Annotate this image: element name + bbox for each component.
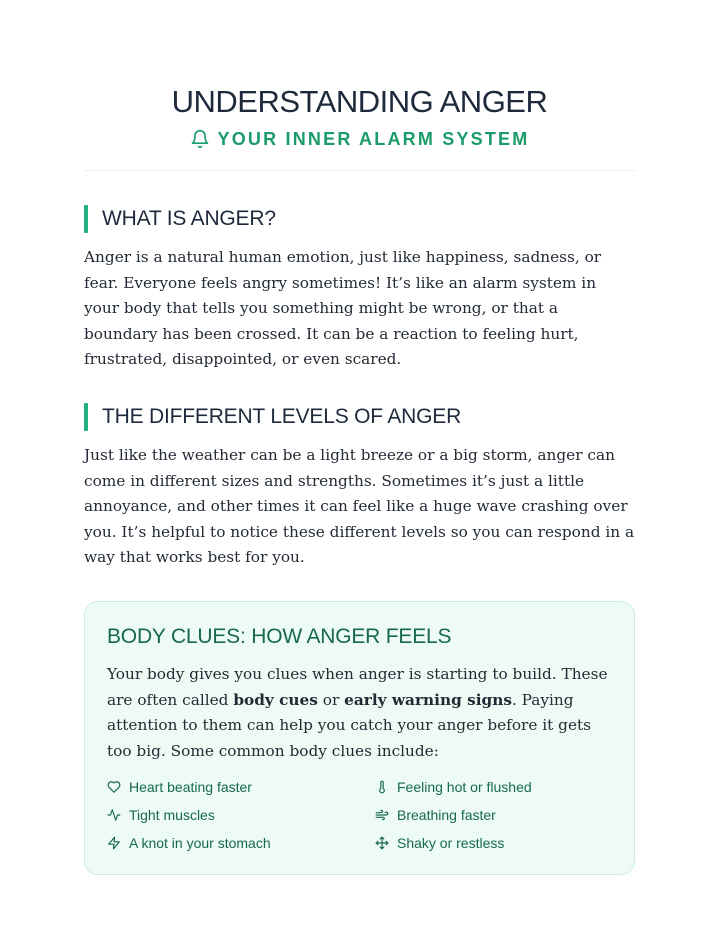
- subtitle: [84, 128, 635, 150]
- body-clues-card: [84, 601, 635, 875]
- clue-item: [107, 806, 375, 824]
- section-heading-what-is-anger: [84, 205, 635, 233]
- page: [84, 0, 635, 875]
- clue-item: [375, 806, 612, 824]
- heading-accent-bar: [84, 403, 88, 431]
- zap-icon: [107, 836, 121, 850]
- pulse-icon: [107, 808, 121, 822]
- section-body: Anger is a natural human emotion, just like happiness, sadness, or fear. Everyone feels angry sometimes! It’s like an alarm system in your body that tells you something might be wrong, or that a boundary has been crossed. It can be a reaction to feeling hurt, frustrated, disappointed, or even scared.: [84, 248, 602, 369]
- clue-label: Heart beating faster: [129, 779, 252, 796]
- clue-item: [107, 834, 375, 852]
- clue-item: [375, 778, 612, 796]
- section-title: WHAT IS ANGER?: [102, 207, 276, 230]
- clue-label: Breathing faster: [397, 807, 496, 824]
- clue-label: Shaky or restless: [397, 835, 505, 852]
- clue-label: A knot in your stomach: [129, 835, 271, 852]
- clue-item: [107, 778, 375, 796]
- move-icon: [375, 836, 389, 850]
- bell-icon: [190, 129, 210, 149]
- card-body-text: or: [317, 690, 345, 709]
- clue-label: Tight muscles: [129, 807, 215, 824]
- thermometer-icon: [375, 780, 389, 794]
- card-body-bold: early warning signs: [344, 690, 512, 709]
- clue-label: Feeling hot or flushed: [397, 779, 532, 796]
- card-body-text: Your body gives you clues when anger is starting to build. These are often called: [107, 664, 608, 709]
- divider: [84, 170, 635, 171]
- heading-accent-bar: [84, 205, 88, 233]
- section-heading-levels: [84, 403, 635, 431]
- header: [84, 0, 635, 150]
- wind-icon: [375, 808, 389, 822]
- card-title: BODY CLUES: HOW ANGER FEELS: [107, 624, 452, 648]
- clue-list: [107, 778, 612, 852]
- section-title: THE DIFFERENT LEVELS OF ANGER: [102, 404, 462, 428]
- clue-item: [375, 834, 612, 852]
- heart-icon: [107, 780, 121, 794]
- subtitle-text: YOUR INNER ALARM SYSTEM: [217, 129, 530, 149]
- page-title: UNDERSTANDING ANGER: [171, 84, 548, 119]
- section-body: Just like the weather can be a light breeze or a big storm, anger can come in different sizes and strengths. Sometimes it’s just a little annoyance, and other times it can feel like a huge wave crashing over you. It’s helpful to notice these different levels so you can respond in a way that works best for you.: [84, 445, 635, 567]
- card-body: [107, 662, 612, 764]
- card-body-bold: body cues: [233, 690, 318, 709]
- card-body-text: . Paying attention to them can help you catch your anger before it gets too big. Some common body clues include:: [107, 690, 592, 760]
